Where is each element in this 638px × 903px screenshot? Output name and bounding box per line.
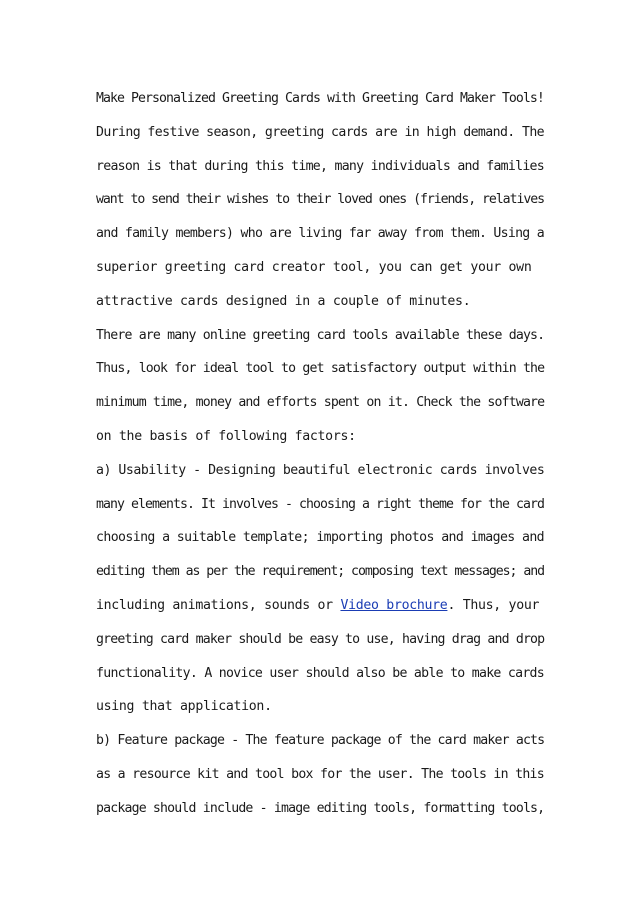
paragraph-line: b) Feature package - The feature package of the card maker acts xyxy=(96,733,545,749)
paragraph-line: as a resource kit and tool box for the user. The tools in this xyxy=(96,766,544,782)
document-title: Make Personalized Greeting Cards with Greeting Card Maker Tools! xyxy=(96,91,544,106)
paragraph-line-with-link xyxy=(96,589,544,623)
paragraph-line: choosing a suitable template; importing photos and images and xyxy=(96,530,545,546)
paragraph-line: on the basis of following factors: xyxy=(96,428,356,444)
paragraph-line: attractive cards designed in a couple of minutes. xyxy=(96,293,471,309)
document-page xyxy=(96,82,544,826)
paragraph-line: want to send their wishes to their loved ones (friends, relatives xyxy=(96,192,544,208)
paragraph-line: many elements. It involves - choosing a right theme for the card xyxy=(96,496,544,512)
paragraph-line: Thus, look for ideal tool to get satisfactory output within the xyxy=(96,361,545,377)
paragraph-line: using that application. xyxy=(96,699,272,715)
paragraph-line: There are many online greeting card tools available these days. xyxy=(96,327,545,343)
paragraph-line: editing them as per the requirement; composing text messages; and xyxy=(96,564,544,580)
paragraph-line: functionality. A novice user should also be able to make cards xyxy=(96,665,544,681)
paragraph-line: package should include - image editing tools, formatting tools, xyxy=(96,800,545,816)
paragraph-line: and family members) who are living far away from them. Using a xyxy=(96,226,544,242)
paragraph-line: a) Usability - Designing beautiful electronic cards involves xyxy=(96,462,545,478)
paragraph-line: minimum time, money and efforts spent on it. Check the software xyxy=(96,395,545,411)
link-suffix-text: . Thus, your xyxy=(447,597,540,613)
link-prefix-text: including animations, sounds or xyxy=(96,597,341,613)
paragraph-line: During festive season, greeting cards are in high demand. The xyxy=(96,124,545,140)
paragraph-line: greeting card maker should be easy to use, having drag and drop xyxy=(96,631,545,647)
paragraph-line: reason is that during this time, many individuals and families xyxy=(96,158,544,174)
paragraph-line: superior greeting card creator tool, you can get your own xyxy=(96,259,532,275)
video-brochure-link[interactable]: Video brochure xyxy=(340,597,448,613)
